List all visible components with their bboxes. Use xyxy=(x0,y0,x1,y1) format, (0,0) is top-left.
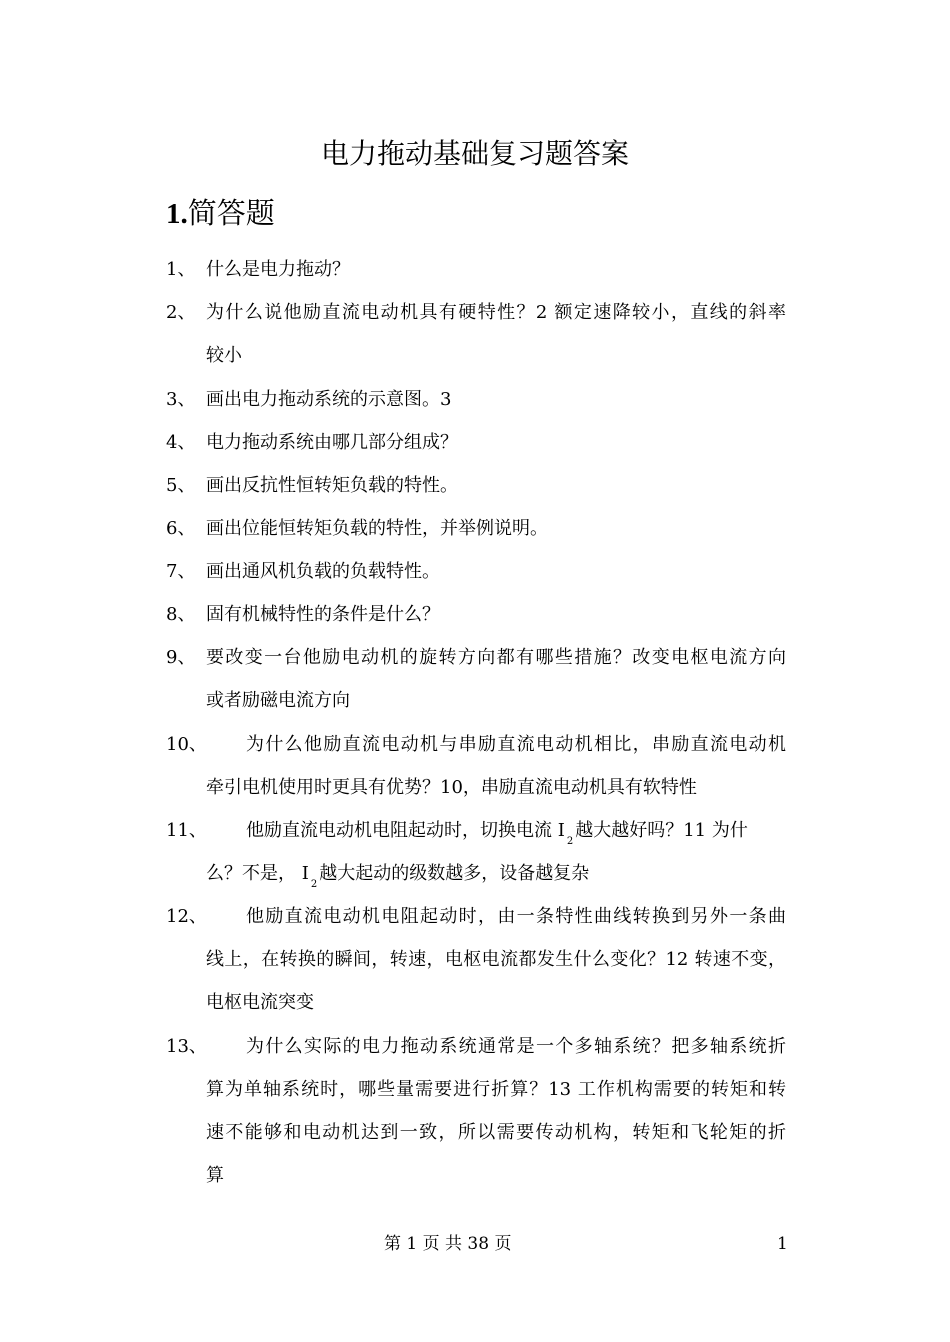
section-title: 简答题 xyxy=(187,196,275,230)
question-text: 什么是电力拖动？ xyxy=(206,259,350,280)
document-title: 电力拖动基础复习题答案 xyxy=(320,137,629,170)
question-text: 算为单轴系统时，哪些量需要进行折算？13 工作机构需要的转矩和转 xyxy=(206,1079,786,1100)
question-number: 10、 xyxy=(166,734,207,755)
question-text: 画出通风机负载的负载特性。 xyxy=(206,561,440,582)
question-text-part: 么？不是， I xyxy=(206,863,309,884)
question-text: 算 xyxy=(206,1165,224,1186)
question-text: 或者励磁电流方向 xyxy=(206,690,350,711)
question-text: 固有机械特性的条件是什么？ xyxy=(206,604,440,625)
question-text: 要改变一台他励电动机的旋转方向都有哪些措施？改变电枢电流方向 xyxy=(206,647,786,668)
question-text: 电力拖动系统由哪几部分组成？ xyxy=(206,432,458,453)
question-number: 4、 xyxy=(166,432,196,453)
question-number: 12、 xyxy=(166,906,207,927)
question-text xyxy=(246,818,748,847)
question-number: 13、 xyxy=(166,1036,207,1057)
question-number: 9、 xyxy=(166,647,196,668)
question-text: 画出位能恒转矩负载的特性，并举例说明。 xyxy=(206,518,548,539)
question-text-part: 越大越好吗？11 为什 xyxy=(575,820,748,841)
question-number: 2、 xyxy=(166,302,196,323)
page-number: 1 xyxy=(777,1234,788,1254)
subscript: 2 xyxy=(566,836,574,847)
question-text: 画出反抗性恒转矩负载的特性。 xyxy=(206,475,458,496)
question-number: 1、 xyxy=(166,259,196,280)
subscript: 2 xyxy=(310,879,318,890)
question-text: 他励直流电动机电阻起动时，由一条特性曲线转换到另外一条曲 xyxy=(246,906,786,927)
question-text: 牵引电机使用时更具有优势？10，串励直流电动机具有软特性 xyxy=(206,777,697,798)
question-number: 6、 xyxy=(166,518,196,539)
question-text xyxy=(206,861,590,890)
section-number: 1. xyxy=(166,198,188,230)
question-text: 速不能够和电动机达到一致，所以需要传动机构，转矩和飞轮矩的折 xyxy=(206,1122,786,1143)
question-number: 5、 xyxy=(166,475,196,496)
question-text: 较小 xyxy=(206,345,242,366)
question-text: 线上，在转换的瞬间，转速，电枢电流都发生什么变化？12 转速不变， xyxy=(206,949,786,970)
section-heading xyxy=(166,193,275,234)
question-text: 为什么说他励直流电动机具有硬特性？2 额定速降较小，直线的斜率 xyxy=(206,302,786,323)
page-label: 第 1 页 共 38 页 xyxy=(384,1234,512,1254)
question-text-part: 他励直流电动机电阻起动时，切换电流 I xyxy=(246,820,565,841)
question-text: 画出电力拖动系统的示意图。3 xyxy=(206,389,452,410)
question-text: 为什么他励直流电动机与串励直流电动机相比，串励直流电动机 xyxy=(246,734,786,755)
question-number: 8、 xyxy=(166,604,196,625)
question-number: 3、 xyxy=(166,389,196,410)
question-number: 7、 xyxy=(166,561,196,582)
question-number: 11、 xyxy=(166,820,207,841)
question-text: 电枢电流突变 xyxy=(206,992,314,1013)
question-text: 为什么实际的电力拖动系统通常是一个多轴系统？把多轴系统折 xyxy=(246,1036,786,1057)
question-text-part: 越大起动的级数越多，设备越复杂 xyxy=(319,863,590,884)
